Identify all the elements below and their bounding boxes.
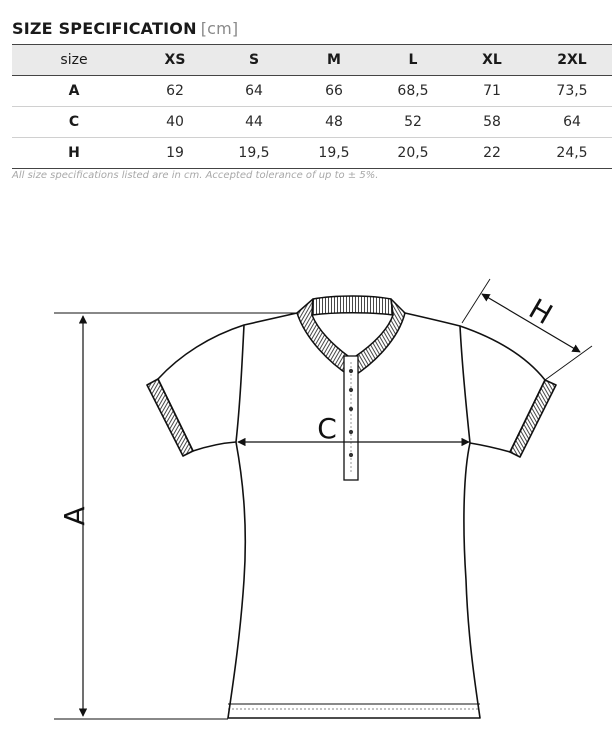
button bbox=[349, 388, 353, 392]
table-cell: 20,5 bbox=[374, 138, 452, 169]
header-size: size bbox=[12, 45, 136, 76]
row-label-h: H bbox=[12, 138, 136, 169]
header-m: M bbox=[294, 45, 374, 76]
header-s: S bbox=[214, 45, 294, 76]
header-xs: XS bbox=[136, 45, 214, 76]
table-cell: 19,5 bbox=[214, 138, 294, 169]
header-2xl: 2XL bbox=[532, 45, 612, 76]
table-cell: 19 bbox=[136, 138, 214, 169]
button bbox=[349, 430, 353, 434]
table-cell: 44 bbox=[214, 107, 294, 138]
dimension-h bbox=[462, 279, 592, 380]
table-cell: 71 bbox=[452, 76, 532, 107]
placket bbox=[344, 356, 358, 480]
button bbox=[349, 369, 353, 373]
table-cell: 66 bbox=[294, 76, 374, 107]
table-cell: 64 bbox=[214, 76, 294, 107]
row-label-c: C bbox=[12, 107, 136, 138]
label-a: A bbox=[58, 506, 91, 526]
table-cell: 64 bbox=[532, 107, 612, 138]
title-unit: [cm] bbox=[200, 19, 239, 38]
title-text: SIZE SPECIFICATION bbox=[12, 19, 197, 38]
label-c: C bbox=[317, 412, 337, 445]
header-l: L bbox=[374, 45, 452, 76]
button bbox=[349, 407, 353, 411]
tolerance-note: All size specifications listed are in cm. Accepted tolerance of up to ± 5%. bbox=[12, 170, 379, 181]
left-sleeve bbox=[147, 325, 244, 456]
row-label-a: A bbox=[12, 76, 136, 107]
right-sleeve bbox=[460, 326, 556, 457]
button bbox=[349, 453, 353, 457]
table-cell: 58 bbox=[452, 107, 532, 138]
table-cell: 22 bbox=[452, 138, 532, 169]
table-cell: 52 bbox=[374, 107, 452, 138]
table-cell: 24,5 bbox=[532, 138, 612, 169]
label-h: H bbox=[523, 292, 559, 332]
table-cell: 62 bbox=[136, 76, 214, 107]
header-xl: XL bbox=[452, 45, 532, 76]
table-cell: 19,5 bbox=[294, 138, 374, 169]
table-cell: 68,5 bbox=[374, 76, 452, 107]
table-cell: 40 bbox=[136, 107, 214, 138]
table-cell: 48 bbox=[294, 107, 374, 138]
table-cell: 73,5 bbox=[532, 76, 612, 107]
